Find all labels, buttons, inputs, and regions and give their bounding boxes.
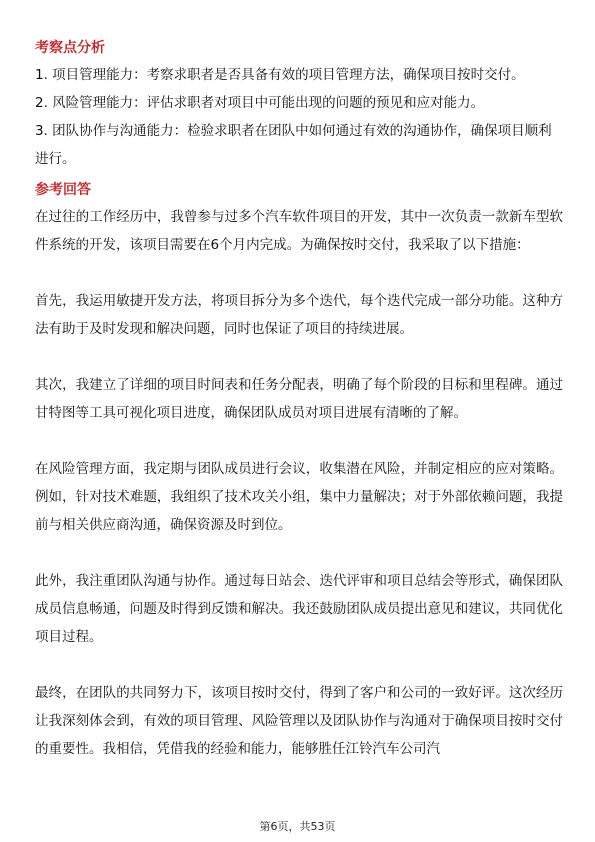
page-number-footer: 第6页，共53页 [259,820,336,833]
analysis-item: 1. 项目管理能力：考察求职者是否具备有效的项目管理方法，确保项目按时交付。 [35,67,525,83]
answer-paragraph: 最终，在团队的共同努力下，该项目按时交付，得到了客户和公司的一致好评。这次经历让我深刻体会到，有效的项目管理、风险管理以及团队协作与沟通对于确保项目按时交付的重要性。我相信，凭借我的经验和能力，能够胜任江铃汽车公司汽 [35,685,563,757]
answer-paragraph: 首先，我运用敏捷开发方法，将项目拆分为多个迭代，每个迭代完成一部分功能。这种方法有助于及时发现和解决问题，同时也保证了项目的持续进展。 [35,293,563,337]
page-content [35,35,563,763]
section-heading-answer: 参考回答 [35,182,91,198]
analysis-list [35,61,563,173]
answer-paragraph: 此外，我注重团队沟通与协作。通过每日站会、迭代评审和项目总结会等形式，确保团队成员信息畅通，问题及时得到反馈和解决。我还鼓励团队成员提出意见和建议，共同优化项目过程。 [35,573,563,645]
section-heading-analysis: 考察点分析 [35,40,105,56]
answer-paragraph: 在过往的工作经历中，我曾参与过多个汽车软件项目的开发，其中一次负责一款新车型软件系统的开发，该项目需要在6个月内完成。为确保按时交付，我采取了以下措施： [35,209,563,253]
answer-paragraph: 在风险管理方面，我定期与团队成员进行会议，收集潜在风险，并制定相应的应对策略。例如，针对技术难题，我组织了技术攻关小组，集中力量解决；对于外部依赖问题，我提前与相关供应商沟通，确保资源及时到位。 [35,461,563,533]
analysis-item: 3. 团队协作与沟通能力：检验求职者在团队中如何通过有效的沟通协作，确保项目顺利进行。 [35,123,552,167]
analysis-item: 2. 风险管理能力：评估求职者对项目中可能出现的问题的预见和应对能力。 [35,95,485,111]
answer-paragraph: 其次，我建立了详细的项目时间表和任务分配表，明确了每个阶段的目标和里程碑。通过甘特图等工具可视化项目进度，确保团队成员对项目进展有清晰的了解。 [35,377,563,421]
